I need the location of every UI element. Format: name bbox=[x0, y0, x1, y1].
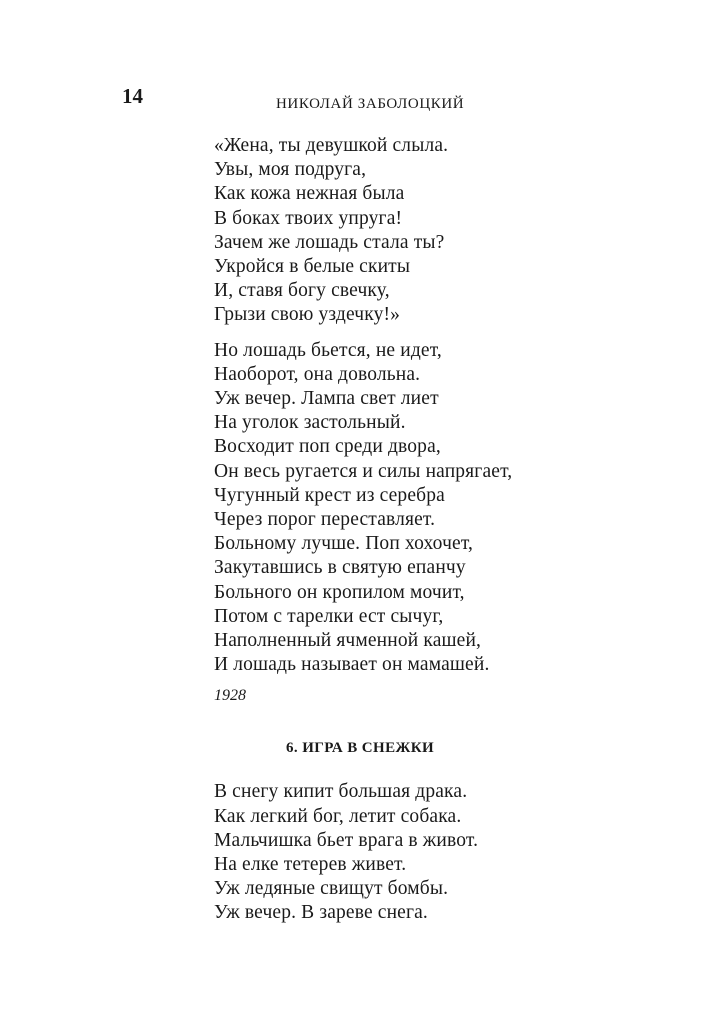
verse-line: Наоборот, она довольна. bbox=[214, 363, 421, 385]
text-column bbox=[214, 134, 684, 926]
poem-date: 1928 bbox=[214, 687, 246, 705]
verse-line: Он весь ругается и силы напрягает, bbox=[214, 460, 513, 482]
verse-line: Больному лучше. Поп хохочет, bbox=[214, 533, 474, 555]
verse-line: Но лошадь бьется, не идет, bbox=[214, 339, 442, 361]
verse-line: Восходит поп среди двора, bbox=[214, 436, 441, 458]
poem-1 bbox=[214, 134, 684, 706]
running-head: НИКОЛАЙ ЗАБОЛОЦКИЙ bbox=[276, 96, 465, 112]
verse-line: На елке тетерев живет. bbox=[214, 854, 407, 876]
stanza bbox=[214, 780, 684, 925]
verse-line: Закутавшись в святую епанчу bbox=[214, 557, 466, 579]
verse-line: Как легкий бог, летит собака. bbox=[214, 805, 462, 827]
verse-line: Увы, моя подруга, bbox=[214, 159, 367, 181]
verse-line: Уж ледяные свищут бомбы. bbox=[214, 878, 449, 900]
poem-title: 6. ИГРА В СНЕЖКИ bbox=[286, 740, 435, 757]
verse-line: На уголок застольный. bbox=[214, 412, 406, 434]
verse-line: В боках твоих упруга! bbox=[214, 207, 403, 229]
verse-line: Грызи свою уздечку!» bbox=[214, 304, 401, 326]
verse-line: Уж вечер. Лампа свет лиет bbox=[214, 388, 439, 410]
verse-line: Уж вечер. В зареве снега. bbox=[214, 902, 428, 924]
verse-line: Зачем же лошадь стала ты? bbox=[214, 231, 445, 253]
verse-line: Потом с тарелки ест сычуг, bbox=[214, 605, 444, 627]
stanza bbox=[214, 134, 684, 328]
verse-line: Чугунный крест из серебра bbox=[214, 484, 445, 506]
verse-line: Мальчишка бьет врага в живот. bbox=[214, 829, 479, 851]
verse-line: Укройся в белые скиты bbox=[214, 256, 411, 278]
verse-line: Через порог переставляет. bbox=[214, 509, 436, 531]
poem-2 bbox=[214, 780, 684, 925]
verse-line: Как кожа нежная была bbox=[214, 183, 405, 205]
verse-line: В снегу кипит большая драка. bbox=[214, 781, 468, 803]
verse-line: И, ставя богу свечку, bbox=[214, 280, 390, 302]
stanza bbox=[214, 339, 684, 678]
verse-line: Больного он кропилом мочит, bbox=[214, 581, 465, 603]
verse-line: Наполненный ячменной кашей, bbox=[214, 630, 482, 652]
verse-line: «Жена, ты девушкой слыла. bbox=[214, 135, 449, 156]
verse-line: И лошадь называет он мамашей. bbox=[214, 654, 490, 676]
page-number: 14 bbox=[122, 84, 143, 108]
